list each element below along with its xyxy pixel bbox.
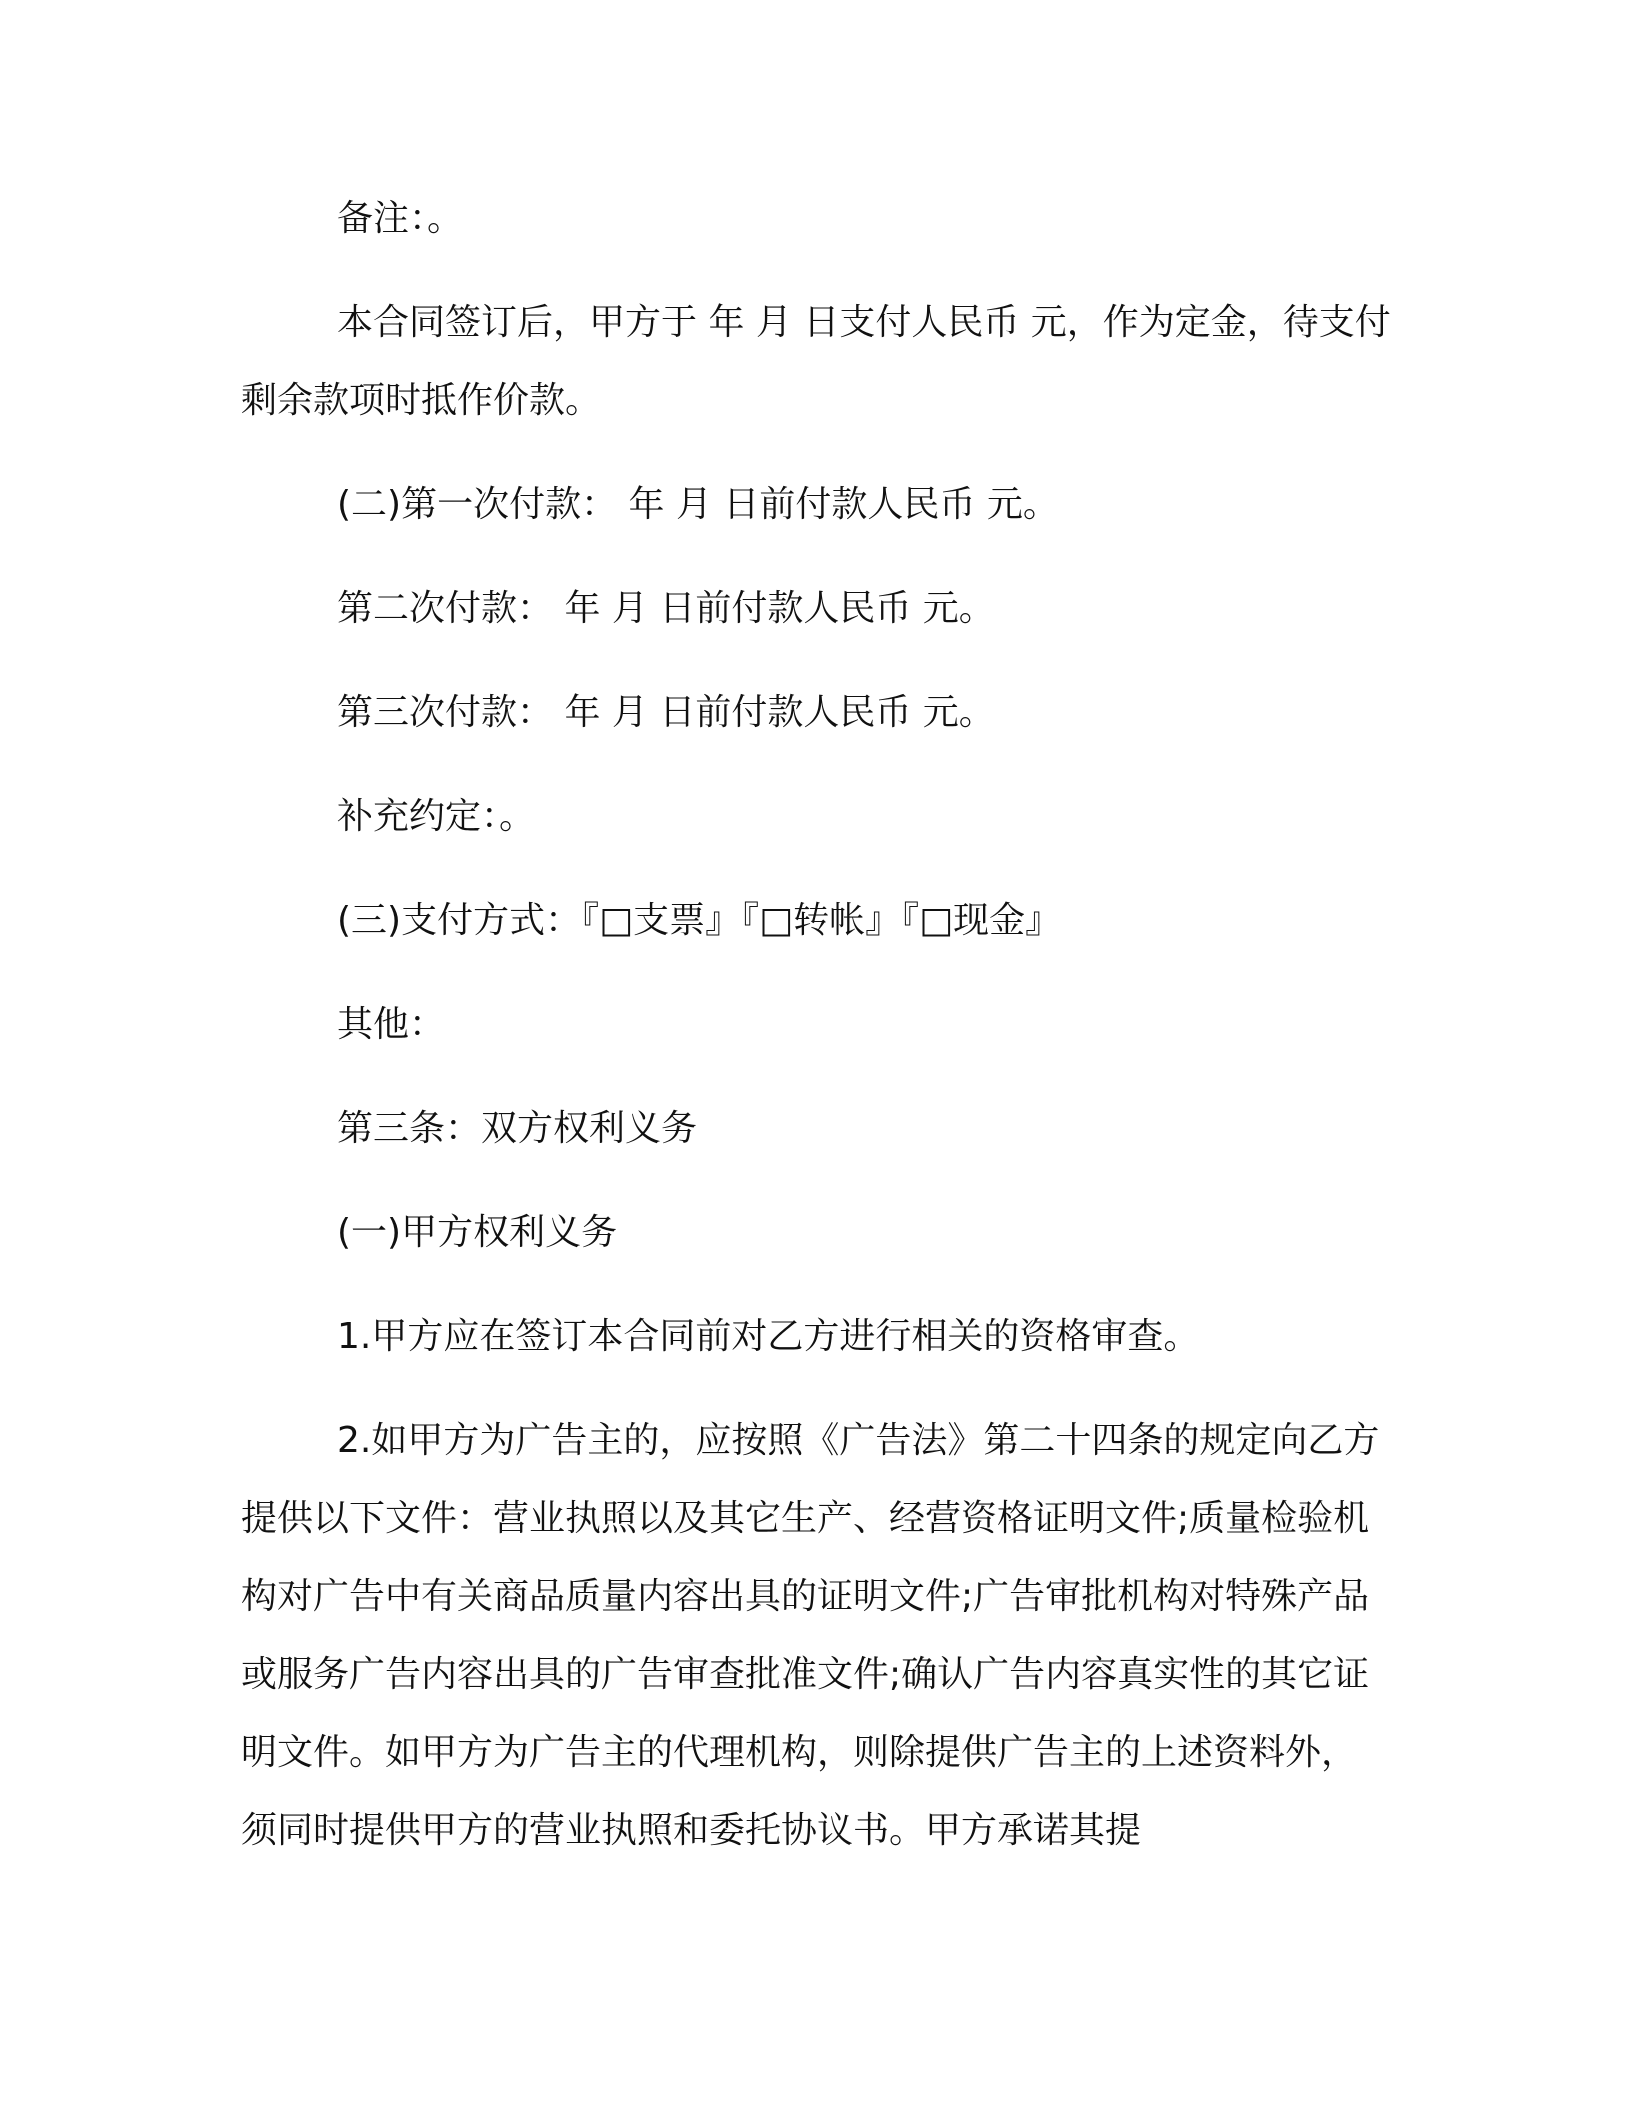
paragraph-party-a-rights: (一)甲方权利义务 [337,1212,618,1253]
paragraph-second-payment: 第二次付款： 年 月 日前付款人民币 元。 [337,588,995,629]
paragraph-item-1: 1.甲方应在签订本合同前对乙方进行相关的资格审查。 [337,1316,1200,1357]
paragraph-payment-method: (三)支付方式：『□支票』『□转帐』『□现金』 [337,900,1062,941]
paragraph-remarks: 备注：。 [337,198,464,239]
paragraph-supplementary: 补充约定：。 [337,796,536,837]
paragraph-deposit: 本合同签订后，甲方于 年 月 日支付人民币 元，作为定金，待支付剩余款项时抵作价款。 [241,302,1391,421]
paragraph-item-2: 2.如甲方为广告主的，应按照《广告法》第二十四条的规定向乙方提供以下文件：营业执照以及其它生产、经营资格证明文件;质量检验机构对广告中有关商品质量内容出具的证明文件;广告审批机构对特殊产品或服务广告内容出具的广告审查批准文件;确认广告内容真实性的其它证明文件。如甲方为广告主的代理机构，则除提供广告主的上述资料外，须同时提供甲方的营业执照和委托协议书。甲方承诺其提 [241,1420,1380,1851]
paragraph-other: 其他： [337,1004,446,1045]
paragraph-third-payment: 第三次付款： 年 月 日前付款人民币 元。 [337,692,995,733]
paragraph-first-payment: (二)第一次付款： 年 月 日前付款人民币 元。 [337,484,1059,525]
paragraph-article-three: 第三条：双方权利义务 [337,1108,698,1149]
document-body [241,180,1391,1870]
